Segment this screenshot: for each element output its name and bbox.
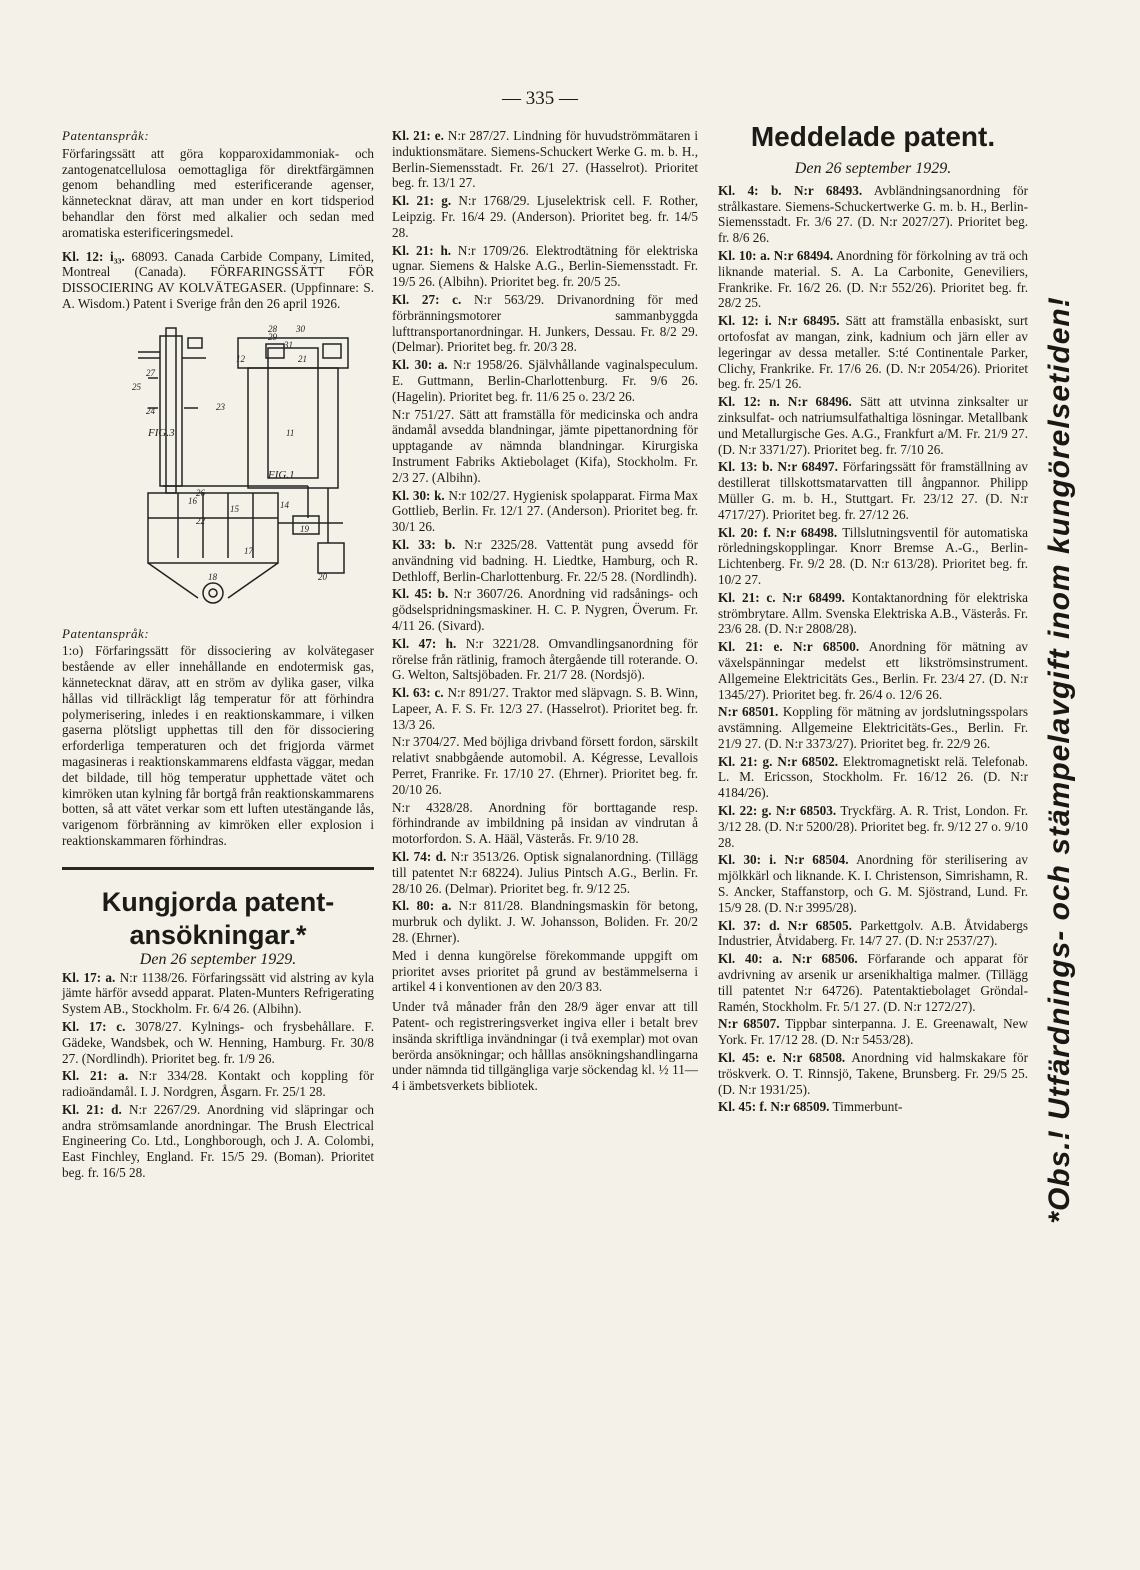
figure-label: 23: [216, 401, 225, 412]
entry-class: Kl. 21: g.: [392, 193, 452, 209]
entry-number: N:r 68508.: [782, 1050, 846, 1066]
list-item: [718, 313, 1028, 392]
entry-text: N:r 3607/26. Anordning vid radsånings- och gödselspridningsmaskiner. H. C. P. Nygren, Överum. Fr. 4/11 26. (Sivard).: [392, 586, 699, 633]
list-item: [392, 357, 698, 404]
entry-class: Kl. 10: a.: [718, 247, 771, 263]
entry-text: Parkettgolv. A.B. Åtvidabergs Industrier, Åtvidaberg. Fr. 14/7 27. (D. N:r 2537/27).: [718, 917, 1029, 949]
patent-drawing: [118, 318, 368, 618]
entry-class: Kl. 21: a.: [62, 1068, 129, 1084]
application-list-continued: [392, 128, 698, 946]
figure-label: 31: [284, 339, 293, 350]
figure-label: 24: [146, 405, 155, 416]
figure-label: 28: [268, 323, 277, 334]
entry-text: Avbländningsanordning för strålkastare. Siemens-Schuckertwerke G. m. b. H., Berlin-Siemensstadt. Fr. 3/6 27. (D. N:r 2027/27). Prioritet beg. fr. 8/6 26.: [718, 182, 1028, 246]
entry-class: Kl. 21: d.: [62, 1101, 122, 1117]
entry-number: N:r 68502.: [777, 753, 839, 769]
list-item: [718, 704, 1028, 751]
list-item: [392, 537, 698, 584]
entry-number: N:r 68498.: [776, 524, 838, 540]
entry-class: Kl. 22: g.: [718, 803, 772, 819]
entry-class: Kl. 45: b.: [392, 586, 449, 602]
entry-text: Förfaringssätt för framställning av destillerat tillskottsmatarvatten till ångpannor. Philipp Müller G. m. b. H., Stuttgart. Fr. 23/12 27. (D. N:r 4717/27). Prioritet beg. fr. 27/12 26.: [718, 459, 1028, 522]
list-item: [392, 243, 698, 290]
entry-text: Elektromagnetiskt relä. Telefonab. L. M. Ericsson, Stockholm. Fr. 16/12 26. (D. N:r 4184/26).: [718, 753, 1029, 801]
entry-text: N:r 1138/26. Förfaringssätt vid alstring av kyla jämte härför avsedd apparat. Platen-Munters Refrigerating System AB., Stockholm. Fr. 6/4 26. (Albihn).: [62, 969, 374, 1017]
list-item: [718, 1099, 1028, 1115]
list-item: [62, 1068, 374, 1100]
figure-label: 16: [188, 495, 197, 506]
entry-text: Sätt att framställa enbasiskt, surt ortofosfat av mangan, zink, kadnium och järn eller av legeringar av dessa metaller. S:té Continentale Parker, Clichy, Frankrike. Fr. 17/6 26. (D. N:r 2054/26). Prioritet beg. fr. 25/1 26.: [718, 313, 1028, 392]
figure-label: FIG.1: [268, 468, 295, 481]
entry-text: N:r 891/27. Traktor med släpvagn. S. B. Winn, Lapeer, A. F. S. Fr. 12/3 27. (Hasselrot). Prioritet beg. fr. 13/3 26.: [392, 685, 699, 732]
list-item: [718, 459, 1028, 522]
entry-number: N:r 68494.: [773, 247, 834, 263]
entry-text: N:r 751/27. Sätt att framställa för medicinska och andra ändamål avsedda blandningar, jämte pipettanordning för upptagande av nämnda blandningar. Kirurgiska Instrument Fabriks Aktiebolaget (Kifa), Stockholm. Fr. 2/3 27. (Albihn).: [392, 406, 698, 485]
list-item: [62, 1102, 374, 1181]
entry-class: Kl. 30: k.: [392, 487, 445, 503]
list-item: [392, 734, 698, 797]
entry-class: Kl. 33: b.: [392, 536, 456, 552]
entry-text: N:r 563/29. Drivanordning för med förbränningsmotorer sammanbyggda lufttransportanordningar. H. Junkers, Dessau. Fr. 8/2 29. (Delmar). Prioritet beg. fr. 20/3 28.: [392, 291, 698, 355]
entry-text: 3078/27. Kylnings- och frysbehållare. F. Gädeke, Wandsbek, och W. Henning, Hamburg. Fr. 30/8 27. (Nordlindh). Prioritet beg. fr. 1/9 26.: [62, 1018, 374, 1066]
column-middle: [392, 128, 698, 1096]
claim-label: Patentanspråk:: [62, 128, 150, 143]
section-heading-applications: Kungjorda patent-ansökningar.*: [101, 886, 335, 950]
entry-text: Anordning för sterilisering av mjölkkärl och liknande. K. I. Christenson, Simrishamn, R. S. Ancker, Staffanstorp, och G. M. Sjöstrand, Lund. Fr. 15/9 28. (D. N:r 3995/28).: [718, 852, 1029, 915]
entry-text: N:r 2325/28. Vattentät pung avsedd för användning vid badning. H. Liedtke, Hamburg, och R. Dethloff, Berlin-Charlottenburg. Fr. 22/5 28. (Nordlindh).: [392, 536, 698, 584]
granted-patent-list: [718, 183, 1028, 1115]
entry-class: Kl. 47: h.: [392, 635, 457, 651]
entry-text: Anordning vid halmskakare för tröskverk. O. T. Rinnsjö, Takene, Brunsberg. Fr. 29/5 25. (D. N:r 1931/25).: [718, 1050, 1029, 1097]
entry-text: Sätt att utvinna zinksalter ur zinksulfat- och natriumsulfathaltiga lösningar. Metallbank und Metallurgische Ges. A.G., Frankfurt a/M. Fr. 21/9 27. (D. N:r 3371/27). Prioritet beg. fr. 7/10 26.: [718, 394, 1028, 457]
section-date: Den 26 september 1929.: [139, 950, 297, 968]
entry-number: N:r 68509.: [770, 1099, 830, 1115]
list-item: [718, 590, 1028, 637]
entry-number: N:r 68504.: [784, 852, 849, 868]
list-item: [392, 407, 698, 486]
entry-class: Kl. 21: c.: [718, 589, 776, 605]
list-item: [718, 951, 1028, 1014]
entry-class: Kl. 37: d.: [718, 917, 780, 933]
list-item: [718, 803, 1028, 850]
figure-label: 17: [244, 545, 253, 556]
entry-class: Kl. 30: a.: [392, 357, 448, 373]
entry-class: Kl. 21: g.: [718, 753, 773, 769]
figure-label: 15: [230, 503, 239, 514]
entry-class: Kl. 21: e.: [718, 639, 783, 655]
entry-class: Kl. 13: b.: [718, 459, 773, 475]
figure-label: 20: [318, 571, 327, 582]
entry-text: N:r 2267/29. Anordning vid släpringar och andra strömsamlande anordningar. The Brush Electrical Engineering Co. Ltd., Longhborough, och J. A. Colombi, East Finchley, England. Fr. 15/5 29. (Boman). Prioritet beg. fr. 16/5 28.: [62, 1101, 375, 1181]
entry-number: N:r 68497.: [777, 459, 838, 475]
column-left: [62, 128, 374, 1183]
entry-text: Tryckfärg. A. R. Trist, London. Fr. 3/12 28. (D. N:r 5200/28). Prioritet beg. fr. 9/12 27 o. 9/10 28.: [718, 803, 1029, 850]
entry-text: N:r 3513/26. Optisk signalanordning. (Tillägg till patentet N:r 68224). Julius Pintsch A.G., Berlin. Fr. 28/10 26. (Delmar). Prioritet beg. fr. 9/12 25.: [392, 849, 699, 896]
list-item: [62, 970, 374, 1017]
entry-number: N:r 68501.: [718, 704, 779, 720]
entry-text: N:r 334/28. Kontakt och koppling för radioändamål. I. J. Nordgren, Åsgarn. Fr. 25/1 28.: [62, 1068, 374, 1100]
entry-number: N:r 68506.: [792, 951, 858, 967]
figure-label: 14: [280, 499, 289, 510]
figure-label: 11: [286, 427, 295, 438]
entry-number: N:r 68493.: [793, 182, 863, 198]
figure-label: 19: [300, 523, 309, 534]
entry-text: Tippbar sinterpanna. J. E. Greenawalt, New York. Fr. 17/12 28. (D. N:r 5453/28).: [718, 1016, 1029, 1048]
entry-number: N:r 68500.: [793, 639, 860, 655]
entry-text: Timmerbunt-: [832, 1099, 903, 1115]
entry-text: Anordning för förkolning av trä och liknande material. S. A. La Carbonite, Geneviliers, Frankrike. Fr. 16/2 26. (D. N:r 552/26). Prioritet beg. fr. 28/2 25.: [718, 247, 1028, 311]
entry-class: Kl. 12: n.: [718, 394, 780, 410]
entry-text: N:r 1709/26. Elektrodtätning för elektriska ugnar. Siemens & Halske A.G., Berlin-Siemensstadt. Fr. 19/5 26. (Albihn). Prioritet beg. fr. 20/5 25.: [392, 242, 699, 290]
entry-text: N:r 102/27. Hygienisk spolapparat. Firma Max Gottlieb, Berlin. Fr. 12/1 27. (Anderson). Prioritet beg. fr. 30/1 26.: [392, 487, 698, 535]
list-item: [718, 1016, 1028, 1048]
figure-label: 27: [146, 367, 155, 378]
figure-label: 22: [196, 515, 205, 526]
list-item: [392, 488, 698, 535]
priority-note: Med i denna kungörelse förekommande uppgift om prioritet avses prioritet på grund av bestämmelserna i artikel 4 i konventionen av den 20/3 83.: [392, 947, 698, 995]
entry-class: Kl. 80: a.: [392, 898, 452, 914]
entry-class: Kl. 45: e.: [718, 1050, 776, 1066]
entry-class: Kl. 20: f.: [718, 524, 771, 540]
entry-class: Kl. 17: c.: [62, 1018, 126, 1034]
entry-class: Kl. 27: c.: [392, 291, 462, 307]
entry-class: Kl. 40: a.: [718, 951, 783, 967]
list-item: [62, 1019, 374, 1066]
objection-note: Under två månader från den 28/9 äger envar att till Patent- och registreringsverket ingiva eller i betalt brev insända skriftliga invändningar (i två exemplar) mot ovan berörda ansökningar; och hålllas ansökningshandlingarna under nämnda tid tillgängliga varje söckendag kl. ½ 11—4 i ämbetsverkets bibliotek.: [392, 999, 698, 1094]
list-item: [392, 849, 698, 896]
entry-text: Tillslutningsventil för automatiska rörledningskopplingar. Knorr Bremse A.-G., Berlin-Lichtenberg. Fr. 9/2 28. (D. N:r 613/28). Prioritet beg. fr. 10/2 27.: [718, 524, 1028, 587]
entry-number: N:r 68507.: [718, 1016, 780, 1032]
entry-class: Kl. 17: a.: [62, 969, 116, 985]
entry-text: 68093. Canada Carbide Company, Limited, Montreal (Canada). FÖRFARINGSSÄTT FÖR DISSOCIERING AV KOLVÄTEGASER. (Uppfinnare: S. A. Wisdom.) Patent i Sverige från den 26 april 1926.: [62, 248, 375, 311]
column-right: [718, 121, 1029, 1117]
entry-text: N:r 287/27. Lindning för huvudströmmätaren i induktionsmätare. Siemens-Schuckert Werke G. m. b. H., Berlin-Siemensstadt. Fr. 26/1 27. (Hasselrot). Prioritet beg. fr. 13/1 27.: [392, 128, 699, 191]
entry-class: Kl. 21: h.: [392, 242, 452, 258]
entry-text: Kontaktanordning för elektriska strömbrytare. Allm. Svenska Elektriska A.B., Västerås. Fr. 23/6 28. (D. N:r 2808/28).: [718, 589, 1029, 637]
section-date: Den 26 september 1929.: [794, 160, 952, 177]
entry-number: N:r 68495.: [777, 313, 840, 329]
list-item: [392, 586, 698, 633]
entry-class: Kl. 12: i₃₃.: [62, 248, 125, 264]
entry-text: Anordning för mätning av växelspänningar medelst ett likströmsinstrument. Allgemeine Elektricitäts Ges., Berlin. Fr. 23/4 27. (D. N:r 1345/27). Prioritet beg. fr. 26/4 o. 12/6 26.: [718, 639, 1029, 702]
list-item: [718, 394, 1028, 457]
entry-class: Kl. 45: f.: [718, 1099, 768, 1115]
entry-class: Kl. 21: e.: [392, 128, 444, 143]
entry-number: N:r 68499.: [782, 589, 845, 605]
figure-label: 29: [268, 331, 277, 342]
page-number: — 335 —: [502, 88, 578, 109]
list-item: [392, 128, 698, 191]
list-item: [718, 754, 1028, 801]
entry-text: N:r 3221/28. Omvandlingsanordning för rörelse från rätlinig, framoch återgående till roterande. O. G. Welton, Saltsjöbaden. Fr. 21/7 28. (Nordsjö).: [392, 635, 699, 683]
claim2-label: Patentanspråk:: [62, 625, 150, 641]
entry-text: N:r 1958/26. Självhållande vaginalspeculum. E. Guttmann, Berlin-Charlottenburg. Fr. 9/6 26. (Hagelin). Prioritet beg. fr. 11/6 25 o. 23/2 26.: [392, 357, 698, 404]
entry-number: N:r 68496.: [787, 394, 852, 410]
entry-class: Kl. 12: i.: [718, 313, 772, 329]
list-item: [718, 918, 1028, 950]
section-heading-granted: Meddelade patent.: [750, 121, 996, 152]
figure-label: 21: [298, 353, 307, 364]
claim2-text: 1:o) Förfaringssätt för dissociering av kolvätegaser bestående av eller innehållande en endotermisk gas, kännetecknat därav, att en ström av dylika gaser, vilka hållas vid tillräckligt låg temperatur för att förhindra polymerisering, inledes i en reaktionskammare, i vilken gaserna plötsligt upphettas till den för dissociering erforderliga temperaturen och det frigjorda värmet magasineras i reaktionskammarens eldfasta väggar, medan det bildade, till hög temperatur upphettade vätet och kimröken utan kylning får bortgå från reaktionskammarens botten, så att vätet verkar som ett luften utestängande lås, varigenom förbränning av kimröken eller explosion i reaktionskammaren förhindras.: [62, 643, 375, 848]
list-item: [392, 193, 698, 240]
entry-class: Kl. 74: d.: [392, 849, 447, 865]
figure-label: 12: [236, 353, 245, 364]
list-item: [718, 1050, 1028, 1097]
claim-text: Förfaringssätt att göra kopparoxidammoniak- och zantogenatcellulosa oemottagliga för direktfärgämnen genom behandling med esterificerande agenser, kännetecknat därav, att man under en kort tidsperiod behandlar den först med alkalier och sedan med aromatiska esterificeringsmedel.: [62, 145, 374, 240]
list-item: [718, 248, 1028, 311]
list-item: [392, 685, 698, 732]
list-item: [718, 525, 1028, 588]
list-item: [392, 898, 698, 945]
entry-text: Förfarande och apparat för avdrivning av arsenik ur arsenikhaltiga malmer. (Tillägg till patentet N:r 64726). Patentaktiebolaget Gröndal-Ramén, Stockholm. Fr. 5/1 27. (D. N:r 1272/27).: [718, 951, 1029, 1014]
patent-figure: [62, 318, 374, 622]
entry-class: Kl. 63: c.: [392, 685, 444, 701]
entry-text: N:r 1768/29. Ljuselektrisk cell. F. Rother, Leipzig. Fr. 16/4 29. (Anderson). Prioritet beg. fr. 14/5 28.: [392, 193, 699, 240]
entry-number: N:r 68503.: [775, 803, 837, 819]
sidebar-notice-text: *Obs.! Utfärdnings- och stämpelavgift inom kungörelsetiden!: [1043, 296, 1076, 1224]
entry-class: Kl. 30: i.: [718, 852, 777, 868]
entry-text: N:r 4328/28. Anordning för borttagande resp. förhindrande av imbildning på insidan av vindrutan å motorfordon. S. A. Hääl, Västerås. Fr. 9/10 28.: [392, 799, 698, 847]
list-item: [718, 639, 1028, 702]
section-divider: [62, 867, 374, 870]
list-item: [392, 292, 698, 355]
entry-text: Koppling för mätning av jordslutningsspolars avstämning. Allgemeine Elektricitäts-Ges., Berlin. Fr. 21/9 27. (D. N:r 3373/27). Prioritet beg. fr. 22/9 26.: [718, 704, 1028, 751]
figure-label: 18: [208, 571, 217, 582]
figure-label: FIG.3: [148, 426, 175, 439]
entry-class: Kl. 4: b.: [718, 182, 782, 198]
application-list: [62, 970, 374, 1181]
figure-label: 25: [132, 381, 141, 392]
sidebar-notice: [1030, 230, 1090, 1290]
figure-label: 30: [296, 323, 305, 334]
list-item: [392, 636, 698, 683]
list-item: [392, 800, 698, 847]
entry-text: N:r 811/28. Blandningsmaskin för betong, murbruk och dylikt. J. W. Johansson, Boliden. Fr. 20/2 28. (Ehrner).: [392, 898, 699, 946]
list-item: [718, 852, 1028, 915]
entry-text: N:r 3704/27. Med böjliga drivband försett fordon, särskilt relativt snabbgående automobil. A. Kégresse, Levallois Perret, Franrike. Fr. 17/10 27. (Ehrner). Prioritet beg. fr. 20/10 26.: [392, 734, 698, 797]
figure-label: 26: [196, 487, 205, 498]
list-item: [718, 183, 1028, 246]
entry-number: N:r 68505.: [787, 917, 852, 933]
